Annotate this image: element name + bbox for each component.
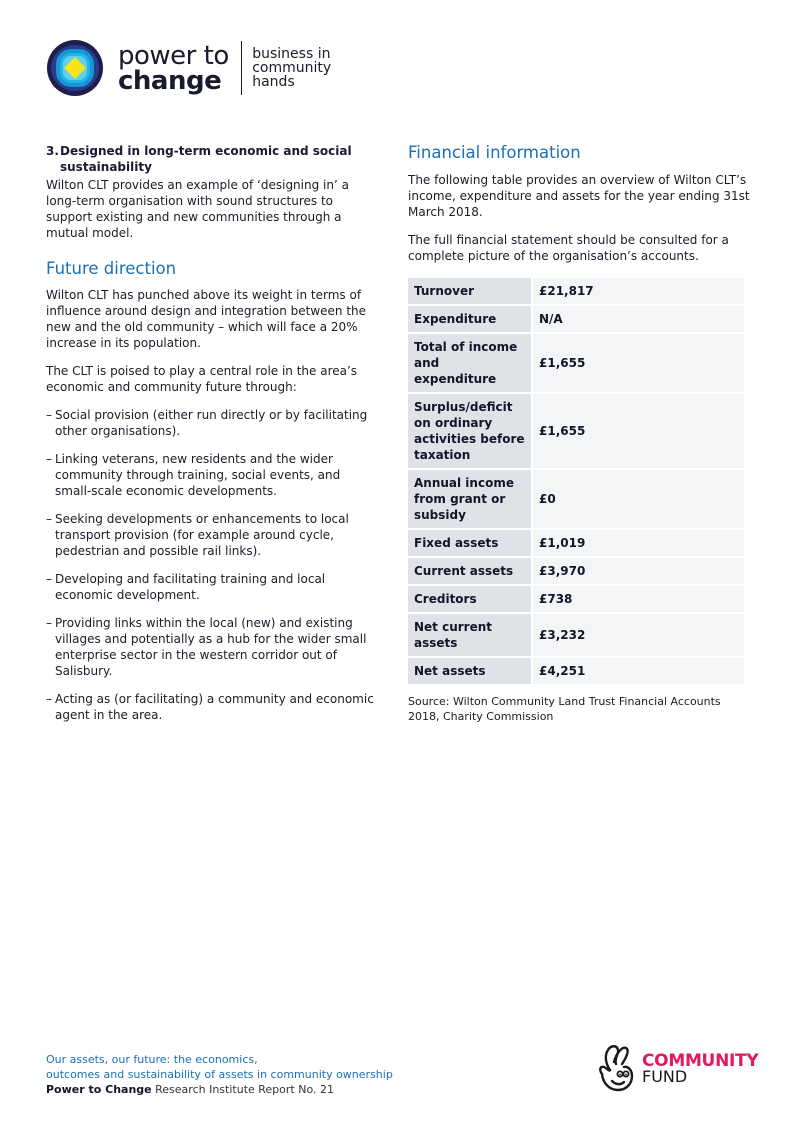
tagline-line: business in xyxy=(252,46,331,62)
subheading-number: 3. xyxy=(46,144,59,158)
subheading-line-2: sustainability xyxy=(60,160,152,174)
brand-line-2: change xyxy=(118,65,222,96)
row-label: Creditors xyxy=(408,586,533,612)
dash-bullet: – xyxy=(46,692,52,706)
future-paragraph-1: Wilton CLT has punched above its weight in terms of influence around design and integration between the new and the old community – which will face a 20% increase in its population. xyxy=(46,288,367,350)
brand-wordmark xyxy=(118,40,229,96)
table-row xyxy=(408,614,744,656)
report-number: Research Institute Report No. 21 xyxy=(151,1083,334,1096)
future-direction-heading: Future direction xyxy=(46,259,177,278)
community-fund-wordmark xyxy=(642,1053,758,1085)
list-item xyxy=(46,451,376,499)
sustainability-paragraph: Wilton CLT provides an example of ‘designing in’ a long-term organisation with sound structures to support existing and new communities through a mutual model. xyxy=(46,178,349,240)
future-paragraph-2: The CLT is poised to play a central role in the area’s economic and community future through: xyxy=(46,364,358,394)
financial-information-heading: Financial information xyxy=(408,143,581,162)
dash-bullet: – xyxy=(46,512,52,526)
table-source-note: Source: Wilton Community Land Trust Financial Accounts 2018, Charity Commission xyxy=(408,695,721,723)
row-value: £1,655 xyxy=(533,394,744,468)
financial-paragraph-1: The following table provides an overview of Wilton CLT’s income, expenditure and assets for the year ending 31st March 2018. xyxy=(408,173,750,219)
dash-bullet: – xyxy=(46,616,52,630)
list-item xyxy=(46,615,376,679)
subheading-sustainability xyxy=(46,143,376,175)
report-title-line-1: Our assets, our future: the economics, xyxy=(46,1053,258,1066)
row-label: Turnover xyxy=(408,278,533,304)
report-title-line-2: outcomes and sustainability of assets in community ownership xyxy=(46,1068,393,1081)
row-label: Expenditure xyxy=(408,306,533,332)
report-brand: Power to Change xyxy=(46,1083,152,1096)
power-to-change-logo xyxy=(46,38,331,98)
row-value: £738 xyxy=(533,586,744,612)
brand-line-1: power to xyxy=(118,40,229,71)
financial-paragraph-2: The full financial statement should be consulted for a complete picture of the organisation’s accounts. xyxy=(408,233,729,263)
row-label: Net current assets xyxy=(408,614,533,656)
row-value: £0 xyxy=(533,470,744,528)
brand-tagline xyxy=(252,47,331,89)
table-row xyxy=(408,394,744,468)
row-value: £21,817 xyxy=(533,278,744,304)
report-attribution xyxy=(46,1082,393,1097)
row-label: Current assets xyxy=(408,558,533,584)
row-label: Surplus/deficit on ordinary activities before taxation xyxy=(408,394,533,468)
row-label: Total of income and expenditure xyxy=(408,334,533,392)
logo-divider xyxy=(241,41,243,95)
list-item xyxy=(46,511,376,559)
row-value: £1,655 xyxy=(533,334,744,392)
list-item-text: Social provision (either run directly or by facilitating other organisations). xyxy=(55,408,368,438)
table-row xyxy=(408,306,744,332)
row-value: £1,019 xyxy=(533,530,744,556)
tagline-line: community xyxy=(252,60,332,76)
crossed-fingers-hand-icon xyxy=(596,1040,638,1098)
left-column xyxy=(46,143,376,735)
funder-line-2: FUND xyxy=(642,1067,688,1086)
community-fund-logo xyxy=(596,1040,758,1098)
list-item xyxy=(46,407,376,439)
list-item-text: Acting as (or facilitating) a community and economic agent in the area. xyxy=(55,692,374,722)
list-item xyxy=(46,691,376,723)
list-item-text: Developing and facilitating training and local economic development. xyxy=(55,572,326,602)
table-row xyxy=(408,278,744,304)
dash-bullet: – xyxy=(46,452,52,466)
dash-bullet: – xyxy=(46,408,52,422)
table-row xyxy=(408,470,744,528)
row-value: £3,970 xyxy=(533,558,744,584)
power-to-change-emblem-icon xyxy=(46,39,104,97)
funder-line-1: COMMUNITY xyxy=(642,1051,759,1071)
row-label: Net assets xyxy=(408,658,533,684)
list-item-text: Linking veterans, new residents and the wider community through training, social events, and small-scale economic developments. xyxy=(55,452,341,498)
subheading-line-1: Designed in long-term economic and social xyxy=(60,144,352,158)
row-value: N/A xyxy=(533,306,744,332)
dash-bullet: – xyxy=(46,572,52,586)
future-bullet-list xyxy=(46,407,376,723)
table-row xyxy=(408,530,744,556)
right-column xyxy=(408,143,753,724)
page-footer xyxy=(46,1052,393,1097)
row-value: £3,232 xyxy=(533,614,744,656)
table-row xyxy=(408,334,744,392)
list-item xyxy=(46,571,376,603)
table-row xyxy=(408,586,744,612)
tagline-line: hands xyxy=(252,74,295,90)
financial-table xyxy=(408,276,744,686)
row-label: Fixed assets xyxy=(408,530,533,556)
list-item-text: Providing links within the local (new) and existing villages and potentially as a hub for the wider small enterprise sector in the western corridor out of Salisbury. xyxy=(55,616,367,678)
row-value: £4,251 xyxy=(533,658,744,684)
list-item-text: Seeking developments or enhancements to local transport provision (for example around cycle, pedestrian and possible rail links). xyxy=(55,512,349,558)
table-row xyxy=(408,658,744,684)
row-label: Annual income from grant or subsidy xyxy=(408,470,533,528)
table-row xyxy=(408,558,744,584)
